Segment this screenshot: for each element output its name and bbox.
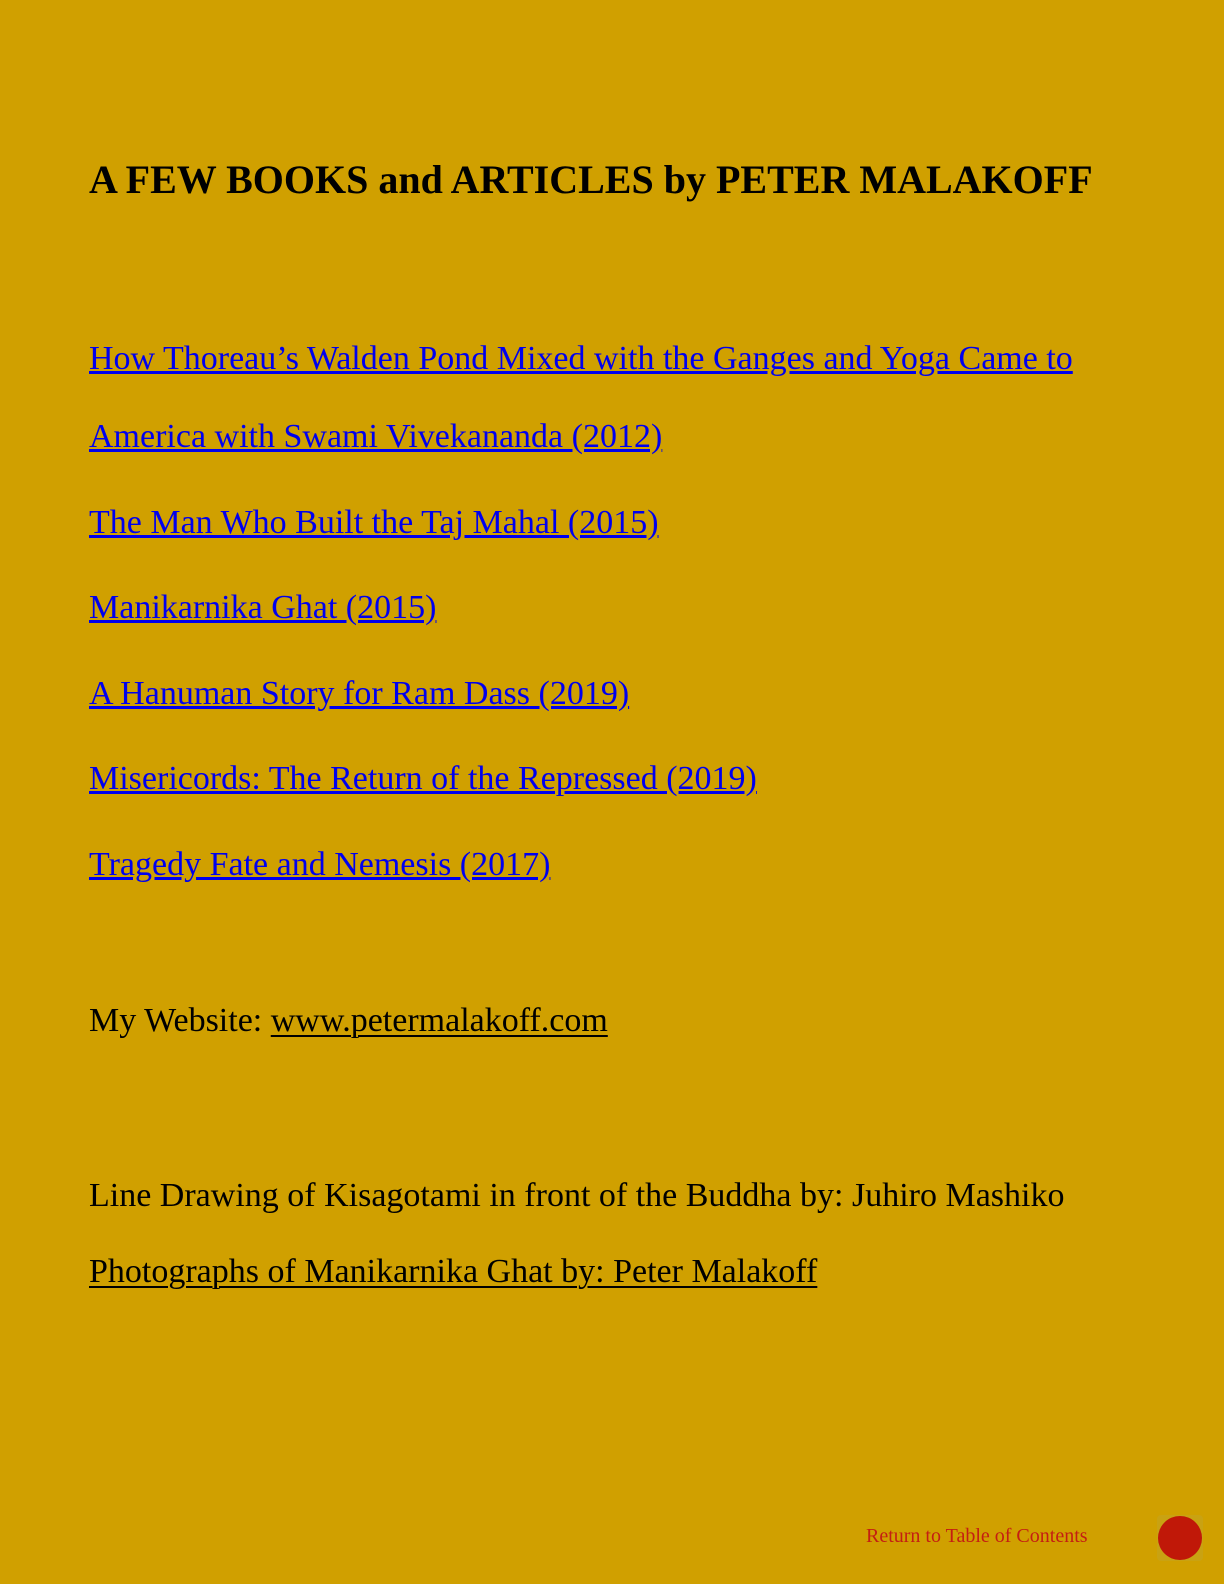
work-link-walden-part2[interactable]: America with Swami Vivekananda (2012) <box>89 418 663 455</box>
red-circle-icon <box>1158 1516 1202 1560</box>
work-item-taj-mahal[interactable] <box>89 503 659 543</box>
return-to-toc-link[interactable]: Return to Table of Contents <box>866 1525 1088 1547</box>
work-link-walden-line1[interactable] <box>89 339 1073 379</box>
work-link-walden-line2[interactable] <box>89 417 662 457</box>
work-link-walden-part1[interactable]: How Thoreau’s Walden Pond Mixed with the Ganges and Yoga Came to <box>89 340 1073 377</box>
work-item-hanuman[interactable] <box>89 674 629 714</box>
work-link-tragedy[interactable]: Tragedy Fate and Nemesis (2017) <box>89 846 551 883</box>
website-link[interactable]: www.petermalakoff.com <box>270 1002 608 1039</box>
work-item-manikarnika[interactable] <box>89 588 436 628</box>
work-link-taj-mahal[interactable]: The Man Who Built the Taj Mahal (2015) <box>89 504 659 541</box>
work-item-misericords[interactable] <box>89 759 757 799</box>
drawing-credit: Line Drawing of Kisagotami in front of the Buddha by: Juhiro Mashiko <box>89 1177 1065 1214</box>
photo-credit-link[interactable]: Photographs of Manikarnika Ghat by: Peter Malakoff <box>89 1253 818 1290</box>
work-link-manikarnika[interactable]: Manikarnika Ghat (2015) <box>89 589 437 626</box>
photo-credit-line[interactable] <box>89 1252 817 1292</box>
return-to-toc-button[interactable] <box>1157 1515 1203 1561</box>
website-line <box>89 1001 608 1041</box>
work-link-misericords[interactable]: Misericords: The Return of the Repressed (2019) <box>89 760 757 797</box>
page-title: A FEW BOOKS and ARTICLES by PETER MALAKOFF <box>89 157 1093 202</box>
website-label: My Website: <box>89 1002 271 1039</box>
work-item-tragedy[interactable] <box>89 845 550 885</box>
work-link-hanuman[interactable]: A Hanuman Story for Ram Dass (2019) <box>89 675 630 712</box>
